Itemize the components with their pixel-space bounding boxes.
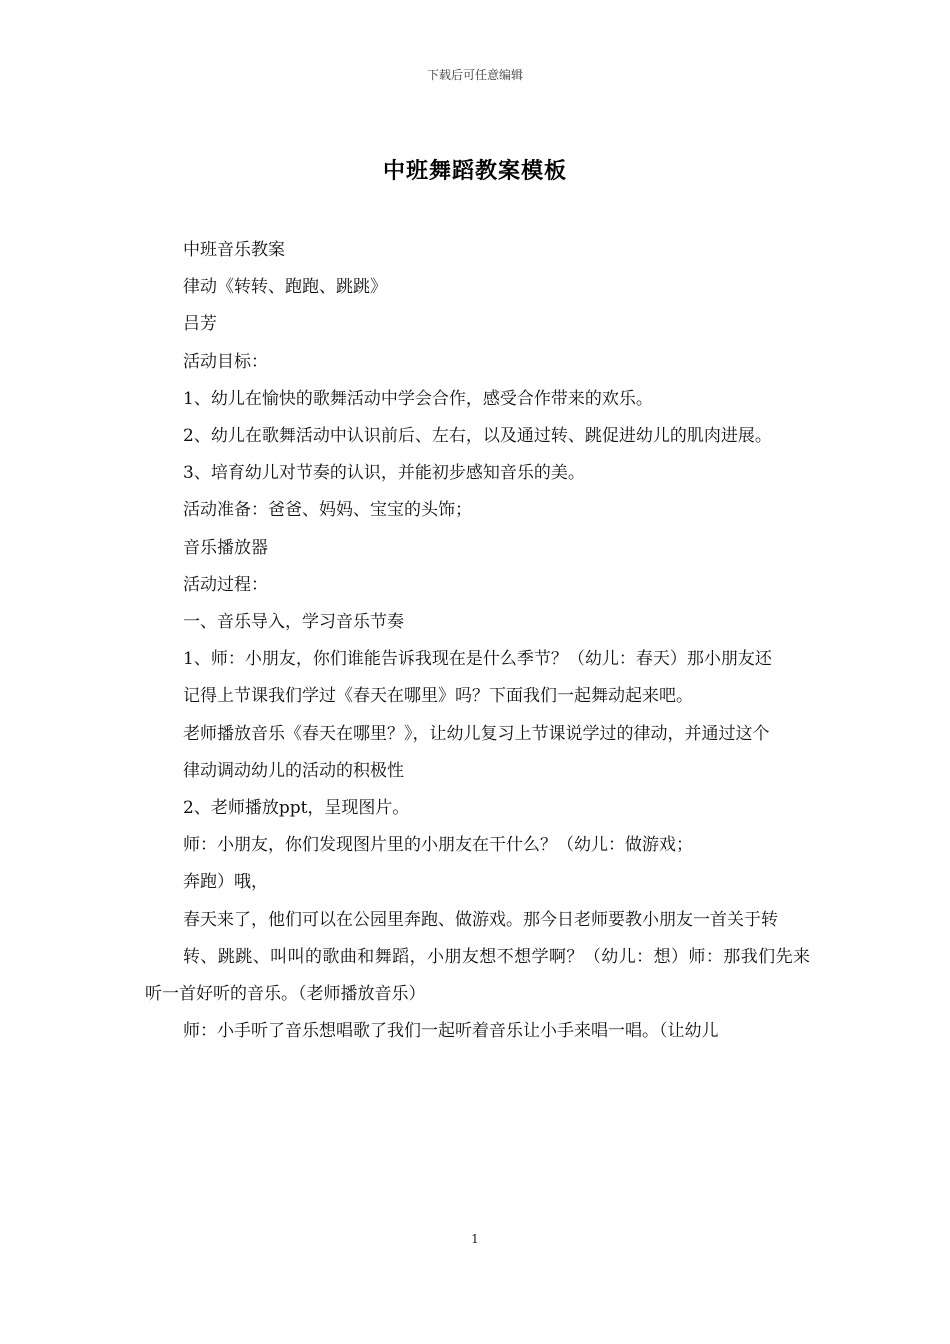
paragraph: 2、幼儿在歌舞活动中认识前后、左右，以及通过转、跳促进幼儿的肌肉进展。 <box>183 426 772 447</box>
paragraph: 1、师：小朋友，你们谁能告诉我现在是什么季节？（幼儿：春天）那小朋友还 <box>183 649 772 670</box>
paragraph: 师：小朋友，你们发现图片里的小朋友在干什么？（幼儿：做游戏； <box>183 835 693 856</box>
document-body <box>145 232 810 1050</box>
paragraph: 律动《转转、跑跑、跳跳》 <box>183 277 387 298</box>
paragraph: 记得上节课我们学过《春天在哪里》吗？下面我们一起舞动起来吧。 <box>183 686 693 707</box>
paragraph: 吕芳 <box>183 314 217 335</box>
paragraph: 2、老师播放ppt，呈现图片。 <box>183 798 410 819</box>
paragraph: 一、音乐导入，学习音乐节奏 <box>183 612 404 633</box>
document-title: 中班舞蹈教案模板 <box>382 158 567 184</box>
paragraph: 老师播放音乐《春天在哪里？》，让幼儿复习上节课说学过的律动，并通过这个 <box>183 723 770 744</box>
paragraph: 活动准备：爸爸、妈妈、宝宝的头饰； <box>183 500 472 521</box>
paragraph: 1、幼儿在愉快的歌舞活动中学会合作，感受合作带来的欢乐。 <box>183 388 653 409</box>
paragraph: 活动过程： <box>183 574 268 595</box>
paragraph: 活动目标： <box>183 351 268 372</box>
paragraph: 师：小手听了音乐想唱歌了我们一起听着音乐让小手来唱一唱。（让幼儿 <box>183 1021 719 1042</box>
paragraph: 中班音乐教案 <box>183 240 285 260</box>
paragraph: 3、培育幼儿对节奏的认识，并能初步感知音乐的美。 <box>183 463 585 484</box>
paragraph: 春天来了，他们可以在公园里奔跑、做游戏。那今日老师要教小朋友一首关于转 <box>183 909 778 930</box>
page-number: 1 <box>471 1232 479 1246</box>
paragraph: 音乐播放器 <box>183 537 268 558</box>
header-note: 下载后可任意编辑 <box>426 68 523 82</box>
paragraph: 奔跑）哦， <box>183 872 268 893</box>
paragraph: 律动调动幼儿的活动的积极性 <box>183 760 404 781</box>
paragraph: 转、跳跳、叫叫的歌曲和舞蹈，小朋友想不想学啊？（幼儿：想）师：那我们先来听一首好听的音乐。（老师播放音乐） <box>145 946 810 1005</box>
